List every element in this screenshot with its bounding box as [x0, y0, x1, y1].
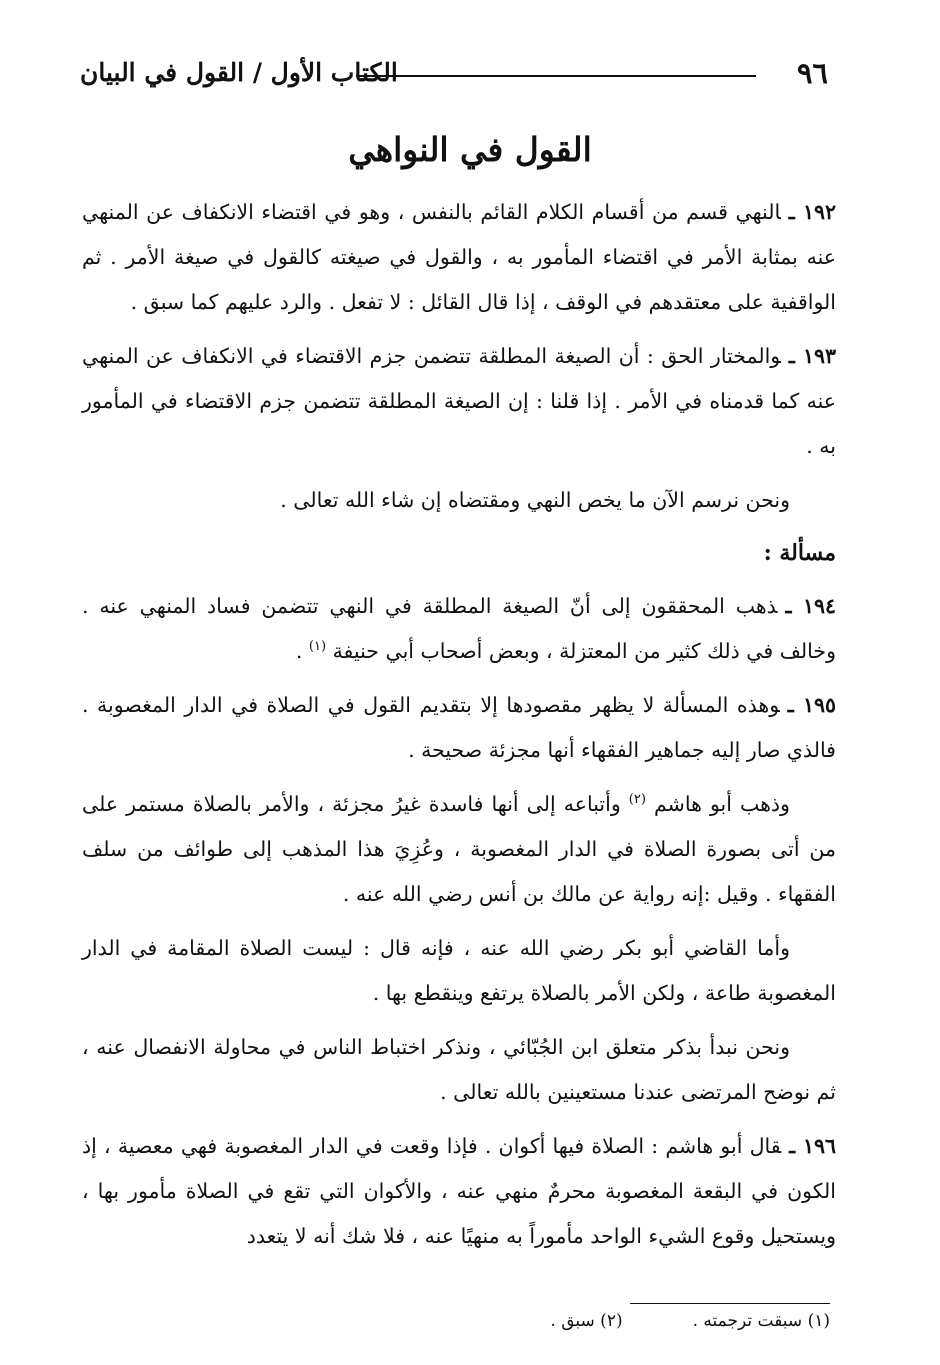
page-number: ٩٦ — [796, 56, 828, 90]
paragraph-jubbai — [82, 1025, 836, 1115]
footnote-rule — [630, 1303, 830, 1304]
running-title: الكتاب الأول / القول في البيان — [80, 58, 398, 87]
paragraph-number: ١٩٥ ـ — [787, 693, 836, 717]
running-header — [80, 56, 828, 96]
paragraph-text: ونحن نرسم الآن ما يخص النهي ومقتضاه إن شاء الله تعالى . — [280, 488, 790, 512]
paragraph-number: ١٩٢ ـ — [788, 200, 836, 224]
paragraph-number: ١٩٦ ـ — [789, 1134, 836, 1158]
paragraph-192 — [82, 190, 836, 325]
header-rule — [356, 75, 756, 77]
footnote-2: (٢) سبق . — [550, 1311, 623, 1331]
paragraph-text: ذهب المحققون إلى أنّ الصيغة المطلقة في النهي تتضمن فساد المنهي عنه . وخالف في ذلك كثير من المعتزلة ، وبعض أصحاب أبي حنيفة — [82, 594, 836, 663]
paragraph-text: وأما القاضي أبو بكر رضي الله عنه ، فإنه قال : ليست الصلاة المقامة في الدار المغصوبة طاعة ، ولكن الأمر بالصلاة يرتفع وينقطع بها . — [82, 936, 836, 1005]
footnotes — [550, 1308, 830, 1334]
footnote-marker: (٢) — [628, 792, 646, 808]
paragraph-text: وهذه المسألة لا يظهر مقصودها إلا بتقديم القول في الصلاة في الدار المغصوبة . فالذي صار إليه جماهير الفقهاء أنها مجزئة صحيحة . — [82, 693, 836, 762]
paragraph-qadi — [82, 926, 836, 1016]
paragraph-194 — [82, 584, 836, 674]
paragraph-195 — [82, 683, 836, 773]
paragraph-text: قال أبو هاشم : الصلاة فيها أكوان . فإذا وقعت في الدار المغصوبة فهي معصية ، إذ الكون في البقعة المغصوبة محرمٌ منهي عنه ، والأكوان التي تقع في الصلاة مأمور بها ، ويستحيل وقوع الشيء الواحد مأموراً به منهيًا عنه ، فلا شك أنه لا يتعدد — [82, 1134, 836, 1248]
paragraph-text: ونحن نبدأ بذكر متعلق ابن الجُبّائي ، ونذكر اختباط الناس في محاولة الانفصال عنه ، ثم نوضح المرتضى عندنا مستعينين بالله تعالى . — [82, 1035, 836, 1104]
paragraph-196 — [82, 1124, 836, 1259]
footnote-1: (١) سبقت ترجمته . — [692, 1311, 830, 1331]
footnote-marker: (١) — [308, 639, 327, 655]
paragraph-abu-hashim — [82, 782, 836, 917]
section-title: القول في النواهي — [348, 130, 592, 169]
paragraph-text-cont: وأتباعه إلى أنها فاسدة غيرُ مجزئة ، والأمر بالصلاة مستمر على من أتى بصورة الصلاة في الدار المغصوبة ، وعُزِيَ هذا المذهب إلى طوائف من سلف الفقهاء . وقيل :إنه رواية عن مالك بن أنس رضي الله عنه . — [82, 792, 836, 906]
subheading-masala: مسألة : — [763, 540, 836, 566]
paragraph-text: وذهب أبو هاشم — [654, 792, 790, 816]
paragraph-193 — [82, 334, 836, 469]
paragraph-text: النهي قسم من أقسام الكلام القائم بالنفس ، وهو في اقتضاء الانكفاف عن المنهي عنه بمثابة الأمر في اقتضاء المأمور به ، والقول في صيغته كالقول في صيغة الأمر . ثم الواقفية على معتقدهم في الوقف ، إذا قال القائل : لا تفعل . والرد عليهم كما سبق . — [82, 200, 836, 314]
body-text — [82, 190, 836, 1268]
paragraph-intro — [82, 478, 836, 523]
paragraph-text-end: . — [295, 639, 303, 663]
paragraph-number: ١٩٣ ـ — [788, 344, 836, 368]
paragraph-number: ١٩٤ ـ — [785, 594, 836, 618]
paragraph-text: والمختار الحق : أن الصيغة المطلقة تتضمن جزم الاقتضاء في الانكفاف عن المنهي عنه كما قدمناه في الأمر . إذا قلنا : إن الصيغة المطلقة تتضمن جزم الاقتضاء في المأمور به . — [82, 344, 836, 458]
